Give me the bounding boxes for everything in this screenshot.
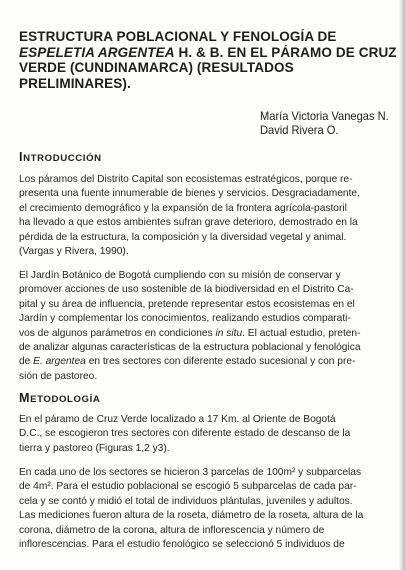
text-line: En el páramo de Cruz Verde localizado a 17 Km. al Oriente de Bogotá <box>19 414 336 425</box>
text-line: pital y su área de influencia, pretende representar estos ecosistemas en el <box>19 298 355 310</box>
section-heading-introduccion <box>19 150 102 164</box>
title-line: PRELIMINARES). <box>19 75 131 91</box>
text-line: de analizar algunas características de la estructura poblacional y fenológica <box>19 342 361 354</box>
author-name: David Rivera O. <box>260 123 339 137</box>
text-line: Los páramos del Distrito Capital son ecosistemas estratégicos, porque re- <box>19 174 353 185</box>
text-line: pérdida de la estructura, la composición y la diversidad vegetal y animal. <box>19 231 347 243</box>
text-line: ha llevado a que estos ambientes sufran grave deterioro, demostrado en la <box>19 217 358 229</box>
text-line: Jardín y complementar los conocimientos, realizando estudios comparati- <box>19 313 351 325</box>
title-line: VERDE (CUNDINAMARCA) (RESULTADOS <box>19 60 294 75</box>
heading-initial: I <box>19 150 24 164</box>
heading-initial: M <box>19 391 31 405</box>
author-name: María Victoria Vanegas N. <box>260 110 389 123</box>
paragraph <box>19 413 399 456</box>
text-line: corona, diámetro de la corona, altura de inflorescencia y número de <box>19 524 325 536</box>
emphasis: E. argentea <box>33 356 86 368</box>
section-heading-metodologia <box>19 391 100 405</box>
text-line: promover acciones de uso sostenible de la biodiversidad en el Distrito Ca- <box>19 284 354 296</box>
paragraph <box>19 466 399 552</box>
paragraph <box>19 173 399 259</box>
emphasis: in situ <box>215 327 243 339</box>
text-line: Las mediciones fueron altura de la roseta, diámetro de la roseta, altura de la <box>19 510 364 522</box>
text-line: tierra y pastoreo (Figuras 1,2 y3). <box>19 442 170 454</box>
text-line: cela y se contó y midió el total de individuos plántulas, juveniles y adultos. <box>19 495 353 507</box>
text-line: sión de pastoreo. <box>19 370 98 382</box>
text-line: el crecimiento demográfico y la expansión de la frontera agrícola-pastoril <box>19 202 347 214</box>
text-line: El Jardín Botánico de Bogotá cumpliendo con su misión de conservar y <box>19 270 341 281</box>
text-line: (Vargas y Rivera, 1990). <box>19 246 129 258</box>
text-line: presenta una fuente innumerable de bienes y servicios. Desgraciadamente, <box>19 188 360 200</box>
heading-rest: NTRODUCCIÓN <box>23 153 102 164</box>
text-line: inflorescencias. Para el estudio fenológico se seleccionó 5 individuos de <box>19 539 345 551</box>
text-line: vos de algunos parámetros en condiciones in situ. El actual estudio, preten- <box>19 327 361 339</box>
title-line: ESTRUCTURA POBLACIONAL Y FENOLOGÍA DE <box>19 29 337 44</box>
text-line: de 4m². Para el estudio poblacional se escogió 5 subparcelas de cada par- <box>19 481 357 493</box>
text-line: D.C., se escogieron tres sectores con diferente estado de descanso de la <box>19 428 351 440</box>
paragraph <box>19 269 399 384</box>
title-line <box>19 45 399 61</box>
species-name: ESPELETIA ARGENTEA <box>19 44 175 60</box>
heading-rest: ETODOLOGÍA <box>30 394 101 405</box>
article-title <box>19 29 401 91</box>
authors-block <box>260 110 405 137</box>
text-line: de E. argentea en tres sectores con diferente estado sucesional y con pre- <box>19 356 356 368</box>
text-line: En cada uno de los sectores se hicieron 3 parcelas de 100m² y subparcelas <box>19 467 362 478</box>
title-line-rest: H. & B. EN EL PÁRAMO DE CRUZ <box>174 44 397 60</box>
